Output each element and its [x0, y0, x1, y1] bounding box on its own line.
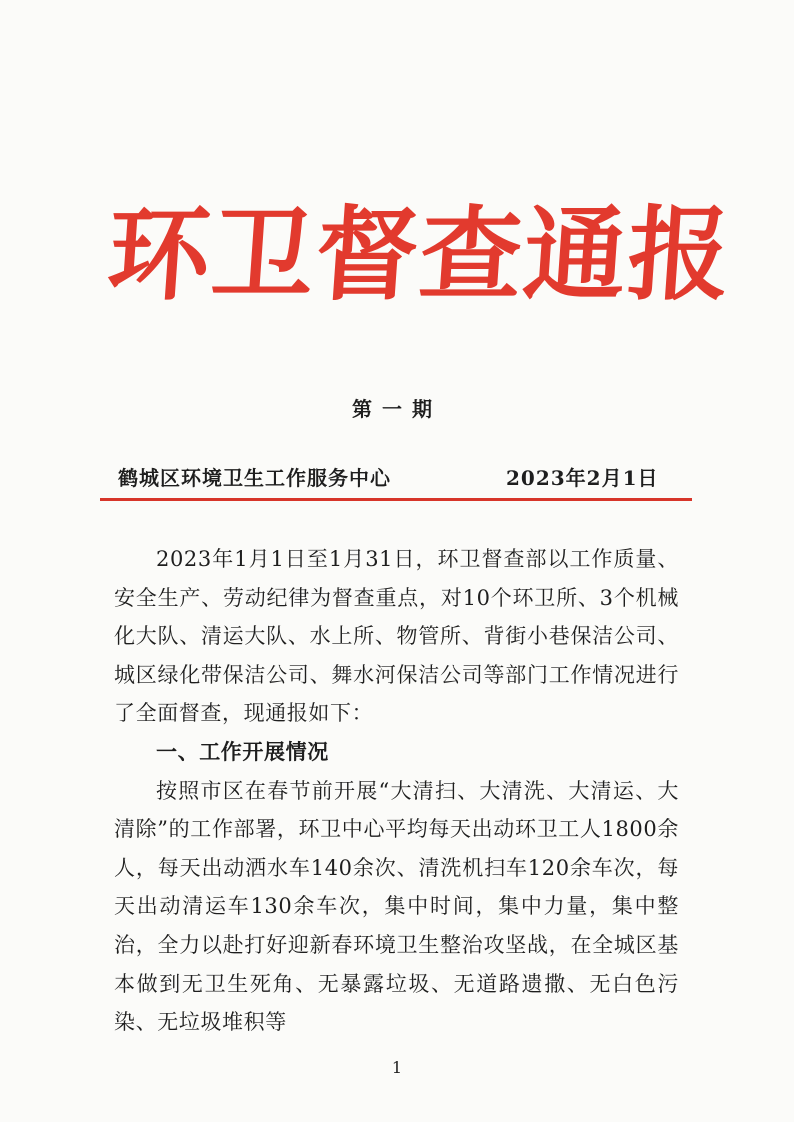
- section-paragraph: 按照市区在春节前开展“大清扫、大清洗、大清运、大清除”的工作部署，环卫中心平均每天出动环卫工人1800余人，每天出动洒水车140余次、清洗机扫车120余车次，每天出动清运车130余车次，集中时间，集中力量，集中整治，全力以赴打好迎新春环境卫生整治攻坚战，在全城区基本做到无卫生死角、无暴露垃圾、无道路遗撒、无白色污染、无垃圾堆积等: [114, 778, 679, 1035]
- page-number: 1: [391, 1058, 403, 1077]
- publisher-name: 鹤城区环境卫生工作服务中心: [118, 466, 391, 490]
- header-divider: [100, 498, 692, 501]
- masthead-title: 环卫督查通报: [103, 195, 737, 315]
- publish-date: 2023年2月1日: [506, 466, 659, 490]
- section-heading: 一、工作开展情况: [156, 739, 329, 764]
- issue-number: 第一期: [352, 397, 442, 421]
- document-body: [114, 540, 679, 1042]
- intro-paragraph: 2023年1月1日至1月31日，环卫督查部以工作质量、安全生产、劳动纪律为督查重点，对10个环卫所、3个机械化大队、清运大队、水上所、物管所、背街小巷保洁公司、城区绿化带保洁公司、舞水河保洁公司等部门工作情况进行了全面督查，现通报如下：: [114, 547, 679, 726]
